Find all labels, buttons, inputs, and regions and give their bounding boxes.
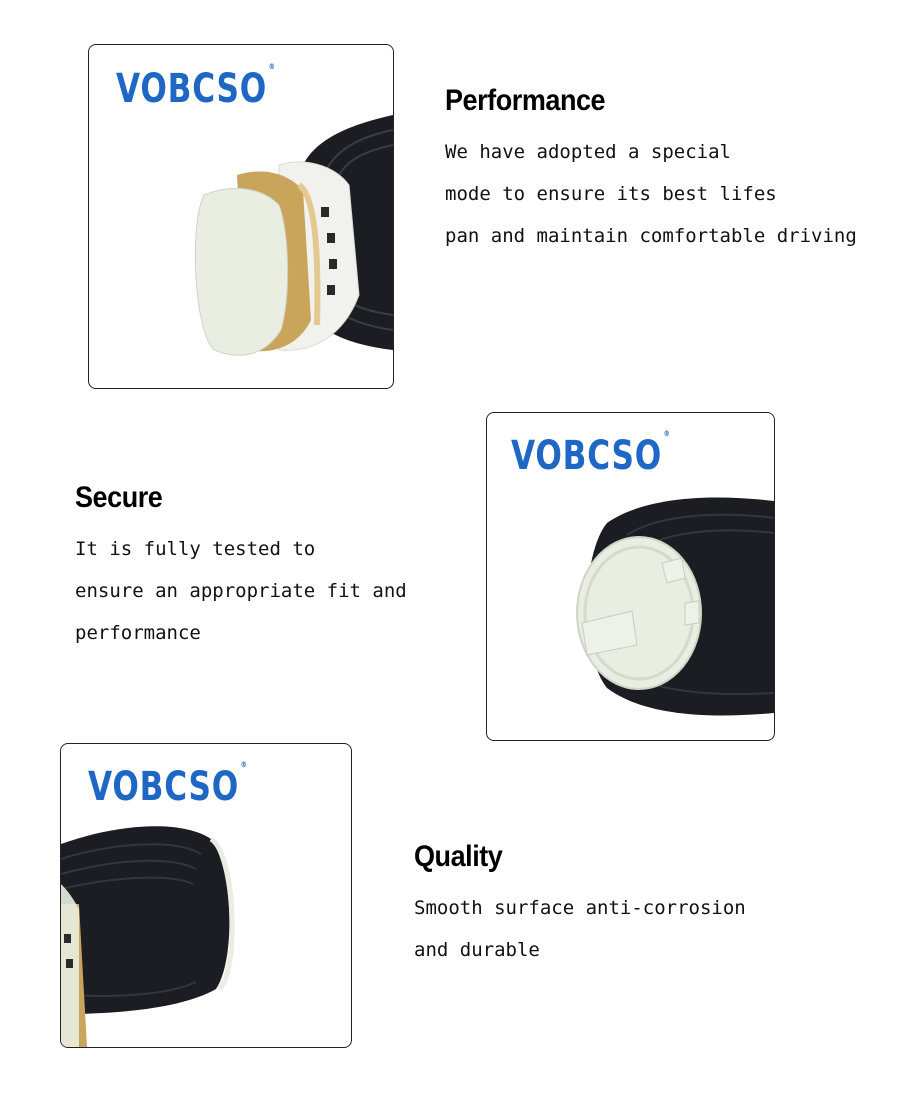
section-line: It is fully tested to: [75, 538, 316, 560]
brand-logo: VOBCSO ®: [88, 760, 248, 810]
section-text-performance: [445, 131, 857, 257]
section-text-quality: [414, 887, 746, 971]
section-line: ensure an appropriate fit and: [75, 580, 407, 602]
section-heading-secure: Secure: [75, 481, 163, 514]
brand-logo: VOBCSO ®: [511, 429, 671, 479]
brand-logo: VOBCSO ®: [116, 62, 276, 112]
section-heading-quality: Quality: [414, 840, 503, 873]
section-text-secure: [75, 528, 407, 654]
product-photo-card-1: [88, 44, 394, 389]
section-line: Smooth surface anti-corrosion: [414, 897, 746, 919]
product-photo-card-2: [486, 412, 775, 741]
section-heading-performance: Performance: [445, 84, 606, 117]
section-line: We have adopted a special: [445, 141, 731, 163]
section-line: mode to ensure its best lifes: [445, 183, 777, 205]
section-line: pan and maintain comfortable driving: [445, 225, 857, 247]
section-line: and durable: [414, 939, 540, 961]
section-line: performance: [75, 622, 201, 644]
product-photo-card-3: [60, 743, 352, 1048]
